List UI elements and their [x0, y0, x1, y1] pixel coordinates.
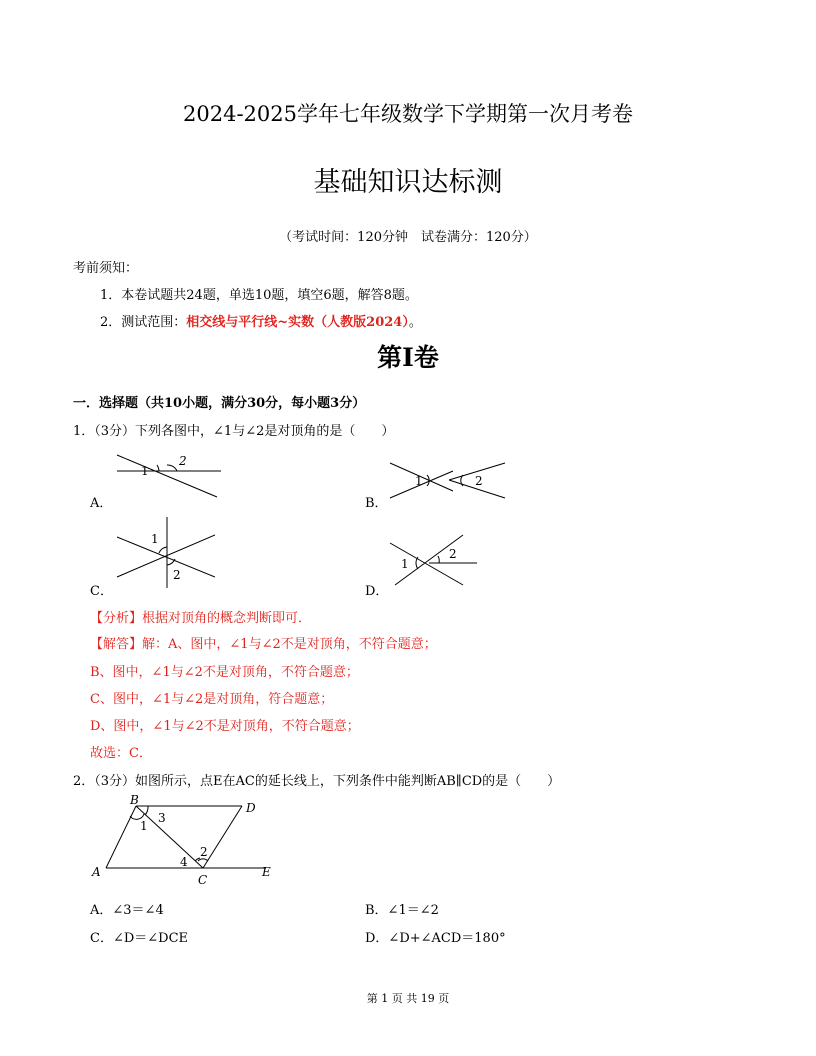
q1-figure-b — [385, 458, 510, 503]
q2-label-c: C — [198, 873, 208, 887]
notes-item-2-range: 相交线与平行线~实数（人教版2024） — [186, 315, 409, 330]
fig-b-arc-1 — [427, 475, 429, 486]
exam-time-info: （考试时间：120分钟 试卷满分：120分） — [279, 230, 537, 245]
q2-label-a: A — [92, 865, 101, 879]
q1-option-a: A． — [90, 496, 113, 511]
exam-subtitle: 基础知识达标测 — [313, 167, 503, 198]
q2-label-b: B — [130, 793, 139, 807]
q1-answer-tag: 【解答】 — [90, 637, 143, 652]
q1-figure-c — [115, 515, 215, 590]
fig-d-label-2: 2 — [449, 547, 457, 561]
q1-analysis: 【分析】根据对顶角的概念判断即可． — [90, 611, 312, 626]
fig-d-label-1: 1 — [401, 557, 409, 571]
fig-c-arc-1 — [159, 547, 167, 553]
fig-b-label-2: 2 — [475, 474, 483, 488]
fig-d-arc-2 — [438, 556, 439, 563]
q1-answer-line-a — [90, 633, 437, 652]
part1-heading: 一．选择题（共10小题，满分30分，每小题3分） — [73, 396, 366, 411]
fig-a-arc-1 — [157, 465, 159, 471]
q1-figure-d — [385, 533, 480, 588]
fig-c-label-1: 1 — [151, 532, 159, 546]
q2-stem: 2．（3分）如图所示，点E在AC的延长线上，下列条件中能判断AB∥CD的是（ ） — [73, 774, 561, 789]
q2-label-1: 1 — [140, 819, 148, 833]
q2-arc-3 — [145, 806, 148, 815]
exam-title: 2024-2025学年七年级数学下学期第一次月考卷 — [183, 102, 633, 126]
q2-label-2: 2 — [200, 845, 208, 859]
q2-label-3: 3 — [158, 811, 166, 825]
q2-option-c: C．∠D＝∠DCE — [90, 931, 189, 946]
q2-line-cd — [203, 806, 242, 868]
q2-line-ab — [106, 806, 136, 868]
notes-item-2 — [100, 311, 422, 330]
q1-answer-a: 解：A、图中，∠1与∠2不是对顶角，不符合题意； — [142, 637, 437, 652]
q1-answer-d: D、图中，∠1与∠2不是对顶角，不符合题意； — [90, 719, 360, 734]
q1-conclusion: 故选：C． — [90, 746, 152, 761]
notes-item-1: 1．本卷试题共24题，单选10题，填空6题，解答8题。 — [100, 288, 418, 303]
q2-arc-2 — [198, 859, 208, 861]
q2-option-b: B．∠1＝∠2 — [365, 903, 439, 918]
fig-b-label-1: 1 — [415, 474, 423, 488]
q1-option-b: B． — [365, 496, 388, 511]
fig-a-label-1: 1 — [141, 464, 149, 478]
q2-label-d: D — [246, 801, 256, 815]
page-footer: 第 1 页 共 19 页 — [366, 992, 450, 1005]
q2-figure — [88, 792, 278, 887]
q1-answer-c: C、图中，∠1与∠2是对顶角，符合题意； — [90, 692, 334, 707]
q2-option-a: A．∠3＝∠4 — [90, 903, 164, 918]
section-title: 第Ⅰ卷 — [377, 343, 439, 372]
q1-option-d: D． — [365, 584, 389, 599]
q1-answer-b: B、图中，∠1与∠2不是对顶角，不符合题意； — [90, 665, 359, 680]
q2-option-d: D．∠D+∠ACD＝180° — [365, 931, 506, 946]
notes-item-2-prefix: 2．测试范围： — [100, 315, 187, 330]
fig-c-label-2: 2 — [173, 568, 181, 582]
q2-line-bc — [136, 806, 203, 868]
q2-label-e: E — [262, 865, 271, 879]
fig-a-line-1 — [117, 455, 217, 497]
q2-label-4: 4 — [180, 855, 188, 869]
q1-stem: 1．（3分）下列各图中，∠1与∠2是对顶角的是（ ） — [73, 424, 395, 439]
fig-a-arc-2 — [167, 465, 177, 471]
q1-option-c: C． — [90, 584, 113, 599]
q1-figure-a — [115, 447, 225, 502]
notes-heading: 考前须知： — [73, 261, 139, 276]
notes-item-2-suffix: 。 — [408, 315, 422, 330]
fig-a-label-2: 2 — [179, 454, 187, 468]
